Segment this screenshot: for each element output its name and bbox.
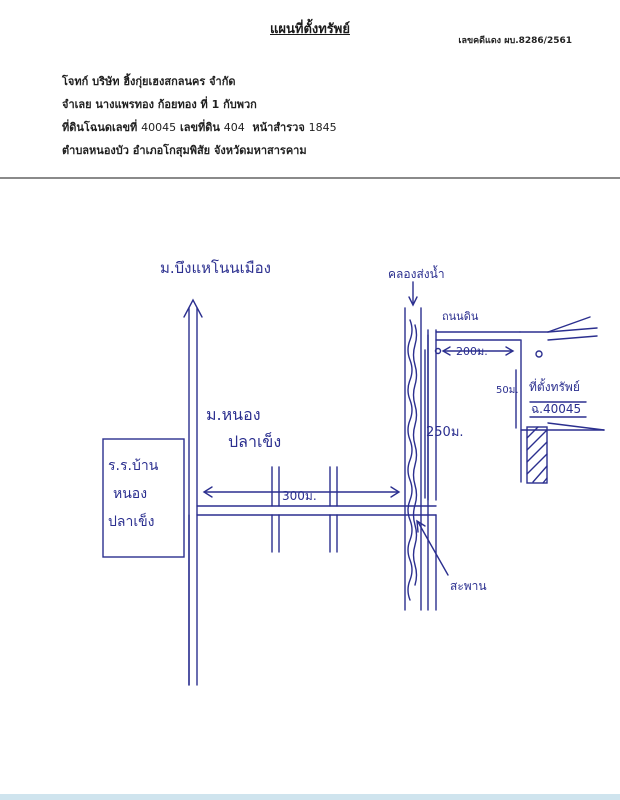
property-marker-icon — [536, 351, 542, 357]
north-arrow-icon — [184, 300, 202, 317]
survey-page-label: หน้าสำรวจ — [252, 121, 305, 134]
label-dist-250: 250ม. — [426, 425, 464, 440]
label-village-mid-1: ม.หนอง — [206, 405, 261, 424]
label-property-2: ฉ.40045 — [531, 402, 582, 416]
location-line: ตำบลหนองบัว อำเภอโกสุมพิสัย จังหวัดมหาสารคาม — [62, 144, 307, 157]
bridge-pointer — [418, 522, 448, 575]
land-no-label: เลขที่ดิน — [179, 121, 220, 134]
survey-page-value: 1845 — [308, 121, 337, 134]
page-title: แผนที่ตั้งทรัพย์ — [270, 22, 350, 37]
label-bridge: สะพาน — [450, 579, 487, 593]
property-road-ext-2 — [548, 336, 597, 340]
map-labels — [108, 259, 581, 593]
defendant-line: จำเลย นางแพรทอง ก้อยทอง ที่ 1 กับพวก — [62, 98, 257, 111]
label-dist-300: 300ม. — [282, 489, 317, 503]
label-village-top: ม.บึงแหโนนเมือง — [160, 259, 271, 277]
label-school-2: หนอง — [113, 486, 148, 502]
land-deed-label: ที่ดินโฉนดเลขที่ — [62, 121, 138, 134]
land-no-value: 404 — [223, 121, 245, 134]
map-drawing — [0, 180, 620, 792]
label-canal: คลองส่งน้ำ — [388, 267, 445, 281]
land-deed-value: 40045 — [141, 121, 177, 134]
bottom-strip — [0, 794, 620, 800]
label-dirt-road: ถนนดิน — [442, 310, 479, 323]
label-property-1: ที่ตั้งทรัพย์ — [529, 380, 580, 394]
plaintiff-line: โจทก์ บริษัท ฮิ้งกุ่ยเฮงสกลนคร จำกัด — [62, 75, 236, 88]
label-school-1: ร.ร.บ้าน — [108, 458, 159, 474]
land-deed-line — [62, 116, 337, 139]
header-divider — [0, 177, 620, 179]
hand-drawn-map — [0, 180, 620, 792]
label-dist-50: 50ม. — [496, 385, 519, 396]
canal-water — [408, 320, 412, 600]
case-info — [62, 70, 337, 162]
label-school-3: ปลาเข็ง — [108, 514, 155, 530]
label-village-mid-2: ปลาเข็ง — [228, 432, 282, 451]
map-ink — [103, 282, 604, 685]
document-header — [0, 0, 620, 178]
case-number: เลขคดีแดง ผบ.8286/2561 — [458, 36, 572, 46]
label-dist-200: 200ม. — [456, 345, 488, 358]
